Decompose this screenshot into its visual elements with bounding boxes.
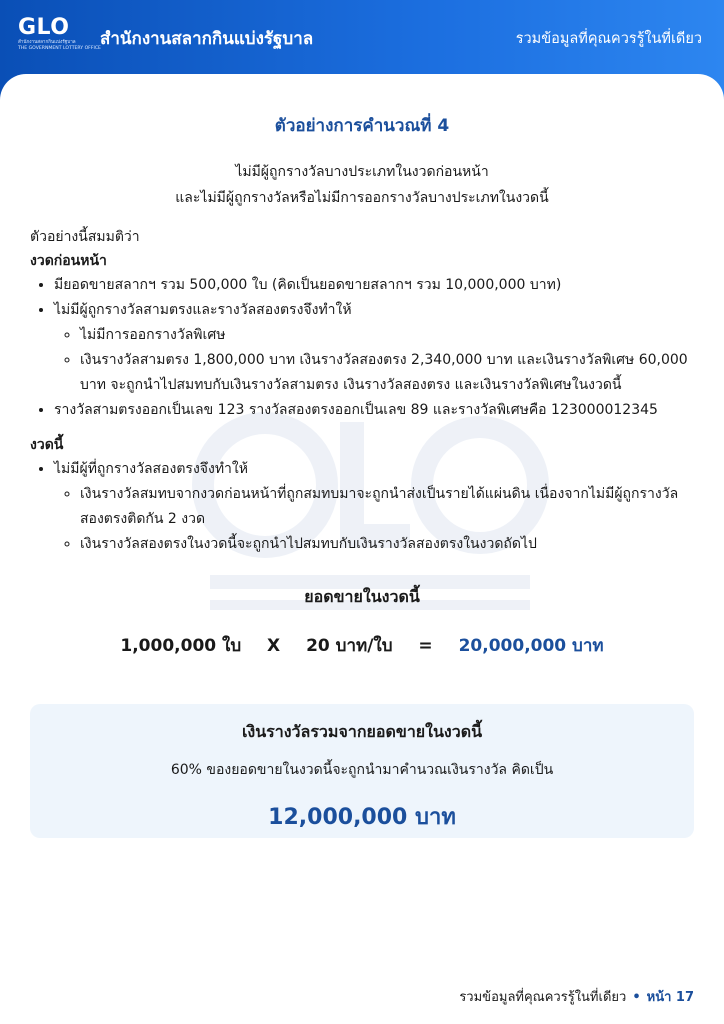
page-header [0, 0, 724, 100]
ticket-price: 20 บาท/ใบ [306, 636, 393, 656]
prize-summary-box [30, 704, 694, 838]
example-title: ตัวอย่างการคำนวณที่ 4 [274, 116, 450, 136]
assumption-intro: ตัวอย่างนี้สมมติว่า [30, 229, 140, 245]
sub-list-item: ◦ เงินรางวัลสองตรงในงวดนี้จะถูกนำไปสมทบกับเงินรางวัลสองตรงในงวดถัดไป [80, 532, 694, 557]
sales-total: 20,000,000 บาท [458, 636, 604, 656]
list-item [54, 457, 694, 557]
page-number: หน้า 17 [646, 990, 694, 1005]
sub-list-item: ◦ เงินรางวัลสามตรง 1,800,000 บาท เงินรางวัลสองตรง 2,340,000 บาท และเงินรางวัลพิเศษ 60,000 บาท จะถูกนำไปสมทบกับเงินรางวัลสามตรง เงินรางวัลสองตรง และเงินรางวัลพิเศษในงวดนี้ [80, 348, 694, 398]
list-item: • รางวัลสามตรงออกเป็นเลข 123 รางวัลสองตรงออกเป็นเลข 89 และรางวัลพิเศษคือ 123000012345 [54, 398, 694, 423]
list-item: • มียอดขายสลากฯ รวม 500,000 ใบ (คิดเป็นยอดขายสลากฯ รวม 10,000,000 บาท) [54, 273, 694, 298]
ticket-count: 1,000,000 ใบ [120, 636, 242, 656]
sub-list-item: ◦ ไม่มีการออกรางวัลพิเศษ [80, 323, 694, 348]
sales-title: ยอดขายในงวดนี้ [304, 587, 420, 606]
equals-sign: = [418, 636, 433, 656]
logo-subtitle-en: THE GOVERNMENT LOTTERY OFFICE [18, 46, 101, 51]
sub-list [54, 323, 694, 398]
example-subtitle-line1: ไม่มีผู้ถูกรางวัลบางประเภทในงวดก่อนหน้า [235, 164, 489, 180]
header-curve [0, 74, 724, 100]
list-item [54, 298, 694, 398]
main-content [30, 110, 694, 659]
sub-list [54, 482, 694, 557]
prize-title: เงินรางวัลรวมจากยอดขายในงวดนี้ [241, 722, 483, 741]
multiply-sign: X [267, 636, 281, 656]
footer-text: รวมข้อมูลที่คุณควรรู้ในที่เดียว [459, 990, 627, 1005]
prize-description: 60% ของยอดขายในงวดนี้จะถูกนำมาคำนวณเงินรางวัล คิดเป็น [170, 762, 554, 778]
logo-text: GLO [18, 15, 70, 40]
list-item-text: ไม่มีผู้ถูกรางวัลสามตรงและรางวัลสองตรงจึงทำให้ [54, 302, 352, 318]
current-round-heading: งวดนี้ [30, 437, 64, 453]
current-round-list [30, 457, 694, 557]
previous-round-list [30, 273, 694, 423]
example-subtitle-line2: และไม่มีผู้ถูกรางวัลหรือไม่มีการออกรางวัลบางประเภทในงวดนี้ [175, 190, 549, 206]
list-item-text: ไม่มีผู้ที่ถูกรางวัลสองตรงจึงทำให้ [54, 461, 248, 477]
prize-amount: 12,000,000 บาท [268, 805, 456, 830]
sales-formula [30, 632, 694, 659]
organization-name: สำนักงานสลากกินแบ่งรัฐบาล [100, 29, 314, 49]
previous-round-heading: งวดก่อนหน้า [30, 253, 107, 269]
page-footer [459, 986, 694, 1007]
footer-bullet: • [632, 990, 641, 1005]
sub-list-item: ◦ เงินรางวัลสมทบจากงวดก่อนหน้าที่ถูกสมทบมาจะถูกนำส่งเป็นรายได้แผ่นดิน เนื่องจากไม่มีผู้ถูกรางวัลสองตรงติดกัน 2 งวด [80, 482, 694, 532]
glo-logo [18, 15, 101, 64]
header-tagline: รวมข้อมูลที่คุณควรรู้ในที่เดียว [515, 31, 702, 47]
logo-subtitle-th: สำนักงานสลากกินแบ่งรัฐบาล [18, 40, 76, 45]
